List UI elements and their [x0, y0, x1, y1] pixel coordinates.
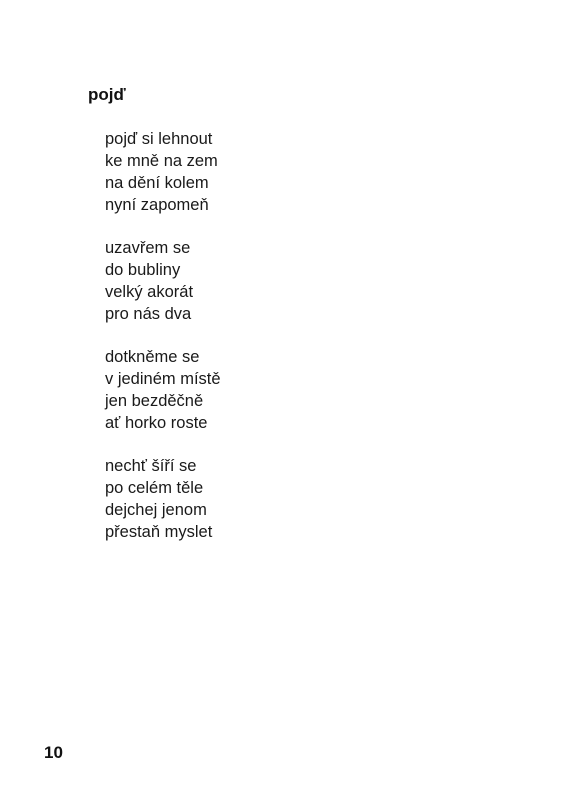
poem-line: ke mně na zem [105, 152, 218, 170]
stanza-1 [105, 128, 221, 216]
poem-line: jen bezděčně [105, 392, 204, 410]
poem-line: do bubliny [105, 261, 181, 279]
poem-line: na dění kolem [105, 174, 209, 192]
stanza-4 [105, 455, 221, 543]
poem-line: dotkněme se [105, 348, 200, 366]
poem-line: ať horko roste [105, 414, 208, 432]
poem-line: uzavřem se [105, 239, 191, 257]
page-number: 10 [44, 743, 63, 762]
poem-line: velký akorát [105, 283, 194, 301]
poem-line: nyní zapomeň [105, 196, 209, 214]
poem-line: po celém těle [105, 479, 204, 497]
poem-line: nechť šíří se [105, 457, 197, 475]
poem-line: pojď si lehnout [105, 130, 213, 148]
poem-title: pojď [88, 85, 126, 104]
poem-line: dejchej jenom [105, 501, 207, 519]
stanza-2 [105, 237, 221, 325]
poem-line: v jediném místě [105, 370, 221, 388]
poem-line: pro nás dva [105, 305, 192, 323]
poem-line: přestaň myslet [105, 523, 213, 541]
poem-body [105, 128, 221, 564]
stanza-3 [105, 346, 221, 434]
